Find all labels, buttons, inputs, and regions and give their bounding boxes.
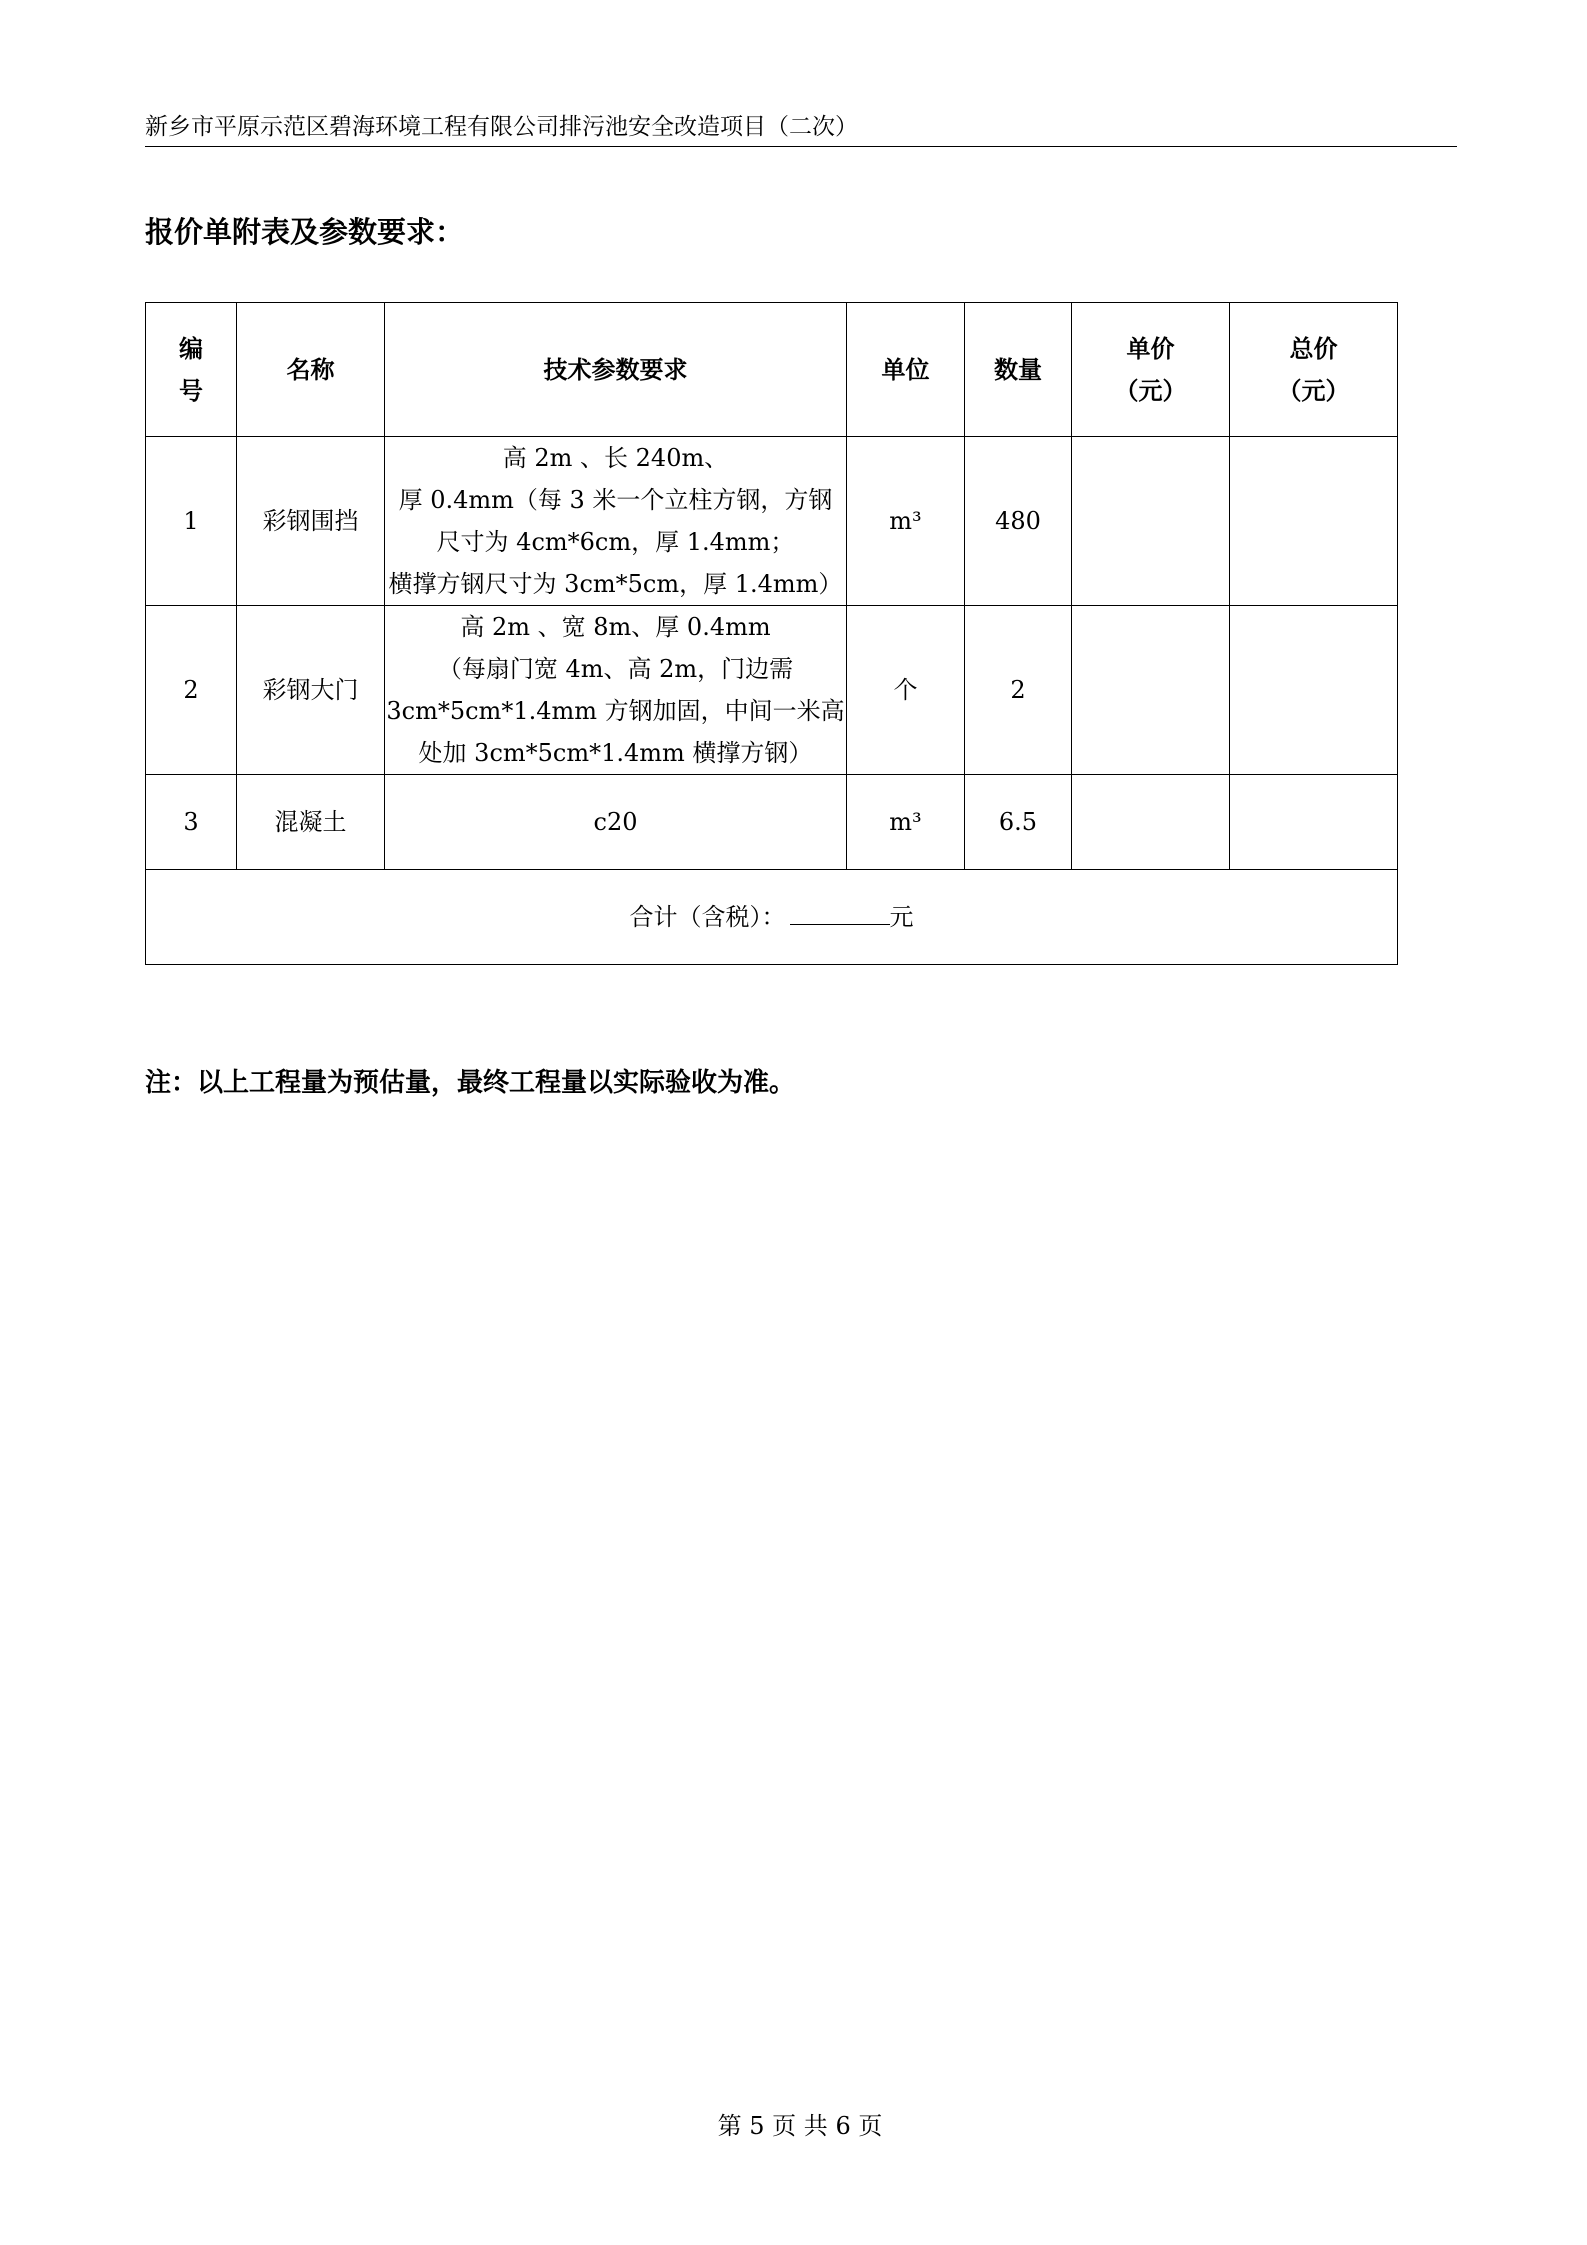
cell-qty: 6.5	[965, 775, 1072, 870]
cell-unit: 个	[847, 606, 965, 775]
quote-table	[145, 302, 1398, 965]
cell-qty: 2	[965, 606, 1072, 775]
cell-spec: 高 2m 、长 240m、 厚 0.4mm（每 3 米一个立柱方钢，方钢 尺寸为 4cm*6cm，厚 1.4mm； 横撑方钢尺寸为 3cm*5cm，厚 1.4mm）	[385, 437, 847, 606]
col-header-total-price	[1230, 303, 1398, 437]
col-header-total-price-line1: 总价	[1289, 334, 1338, 363]
cell-unit: m³	[847, 437, 965, 606]
cell-qty: 480	[965, 437, 1072, 606]
cell-total-price[interactable]	[1230, 775, 1398, 870]
col-header-total-price-line2: （元）	[1277, 376, 1350, 405]
col-header-unit: 单位	[847, 303, 965, 437]
total-label: 合计（含税）：	[629, 903, 786, 931]
cell-name: 混凝土	[237, 775, 385, 870]
total-amount-blank[interactable]	[790, 898, 890, 925]
cell-unit-price[interactable]	[1072, 437, 1230, 606]
total-suffix: 元	[889, 903, 914, 931]
cell-unit-price[interactable]	[1072, 775, 1230, 870]
table-row	[146, 606, 1398, 775]
cell-no: 3	[146, 775, 237, 870]
cell-total-price[interactable]	[1230, 606, 1398, 775]
table-header-row	[146, 303, 1398, 437]
table-row	[146, 437, 1398, 606]
col-header-no	[146, 303, 237, 437]
header-divider	[145, 146, 1457, 147]
col-header-unit-price-line1: 单价	[1126, 334, 1175, 363]
page-title: 报价单附表及参数要求：	[145, 215, 465, 249]
cell-no: 2	[146, 606, 237, 775]
note-text: 注：以上工程量为预估量，最终工程量以实际验收为准。	[145, 1068, 796, 1098]
col-header-qty: 数量	[965, 303, 1072, 437]
col-header-spec: 技术参数要求	[385, 303, 847, 437]
col-header-no-line1: 编	[179, 334, 203, 363]
cell-name: 彩钢围挡	[237, 437, 385, 606]
cell-spec: c20	[385, 775, 847, 870]
total-row	[146, 870, 1398, 965]
cell-name: 彩钢大门	[237, 606, 385, 775]
table-row	[146, 775, 1398, 870]
col-header-no-line2: 号	[179, 376, 203, 405]
col-header-unit-price	[1072, 303, 1230, 437]
total-cell	[146, 870, 1398, 965]
cell-total-price[interactable]	[1230, 437, 1398, 606]
col-header-name: 名称	[237, 303, 385, 437]
cell-unit-price[interactable]	[1072, 606, 1230, 775]
cell-spec: 高 2m 、宽 8m、厚 0.4mm （每扇门宽 4m、高 2m，门边需 3cm*5cm*1.4mm 方钢加固，中间一米高 处加 3cm*5cm*1.4mm 横撑方钢）	[385, 606, 847, 775]
document-header: 新乡市平原示范区碧海环境工程有限公司排污池安全改造项目（二次）	[145, 114, 858, 140]
cell-unit: m³	[847, 775, 965, 870]
page-number: 第 5 页 共 6 页	[717, 2112, 883, 2140]
col-header-unit-price-line2: （元）	[1114, 376, 1187, 405]
cell-no: 1	[146, 437, 237, 606]
